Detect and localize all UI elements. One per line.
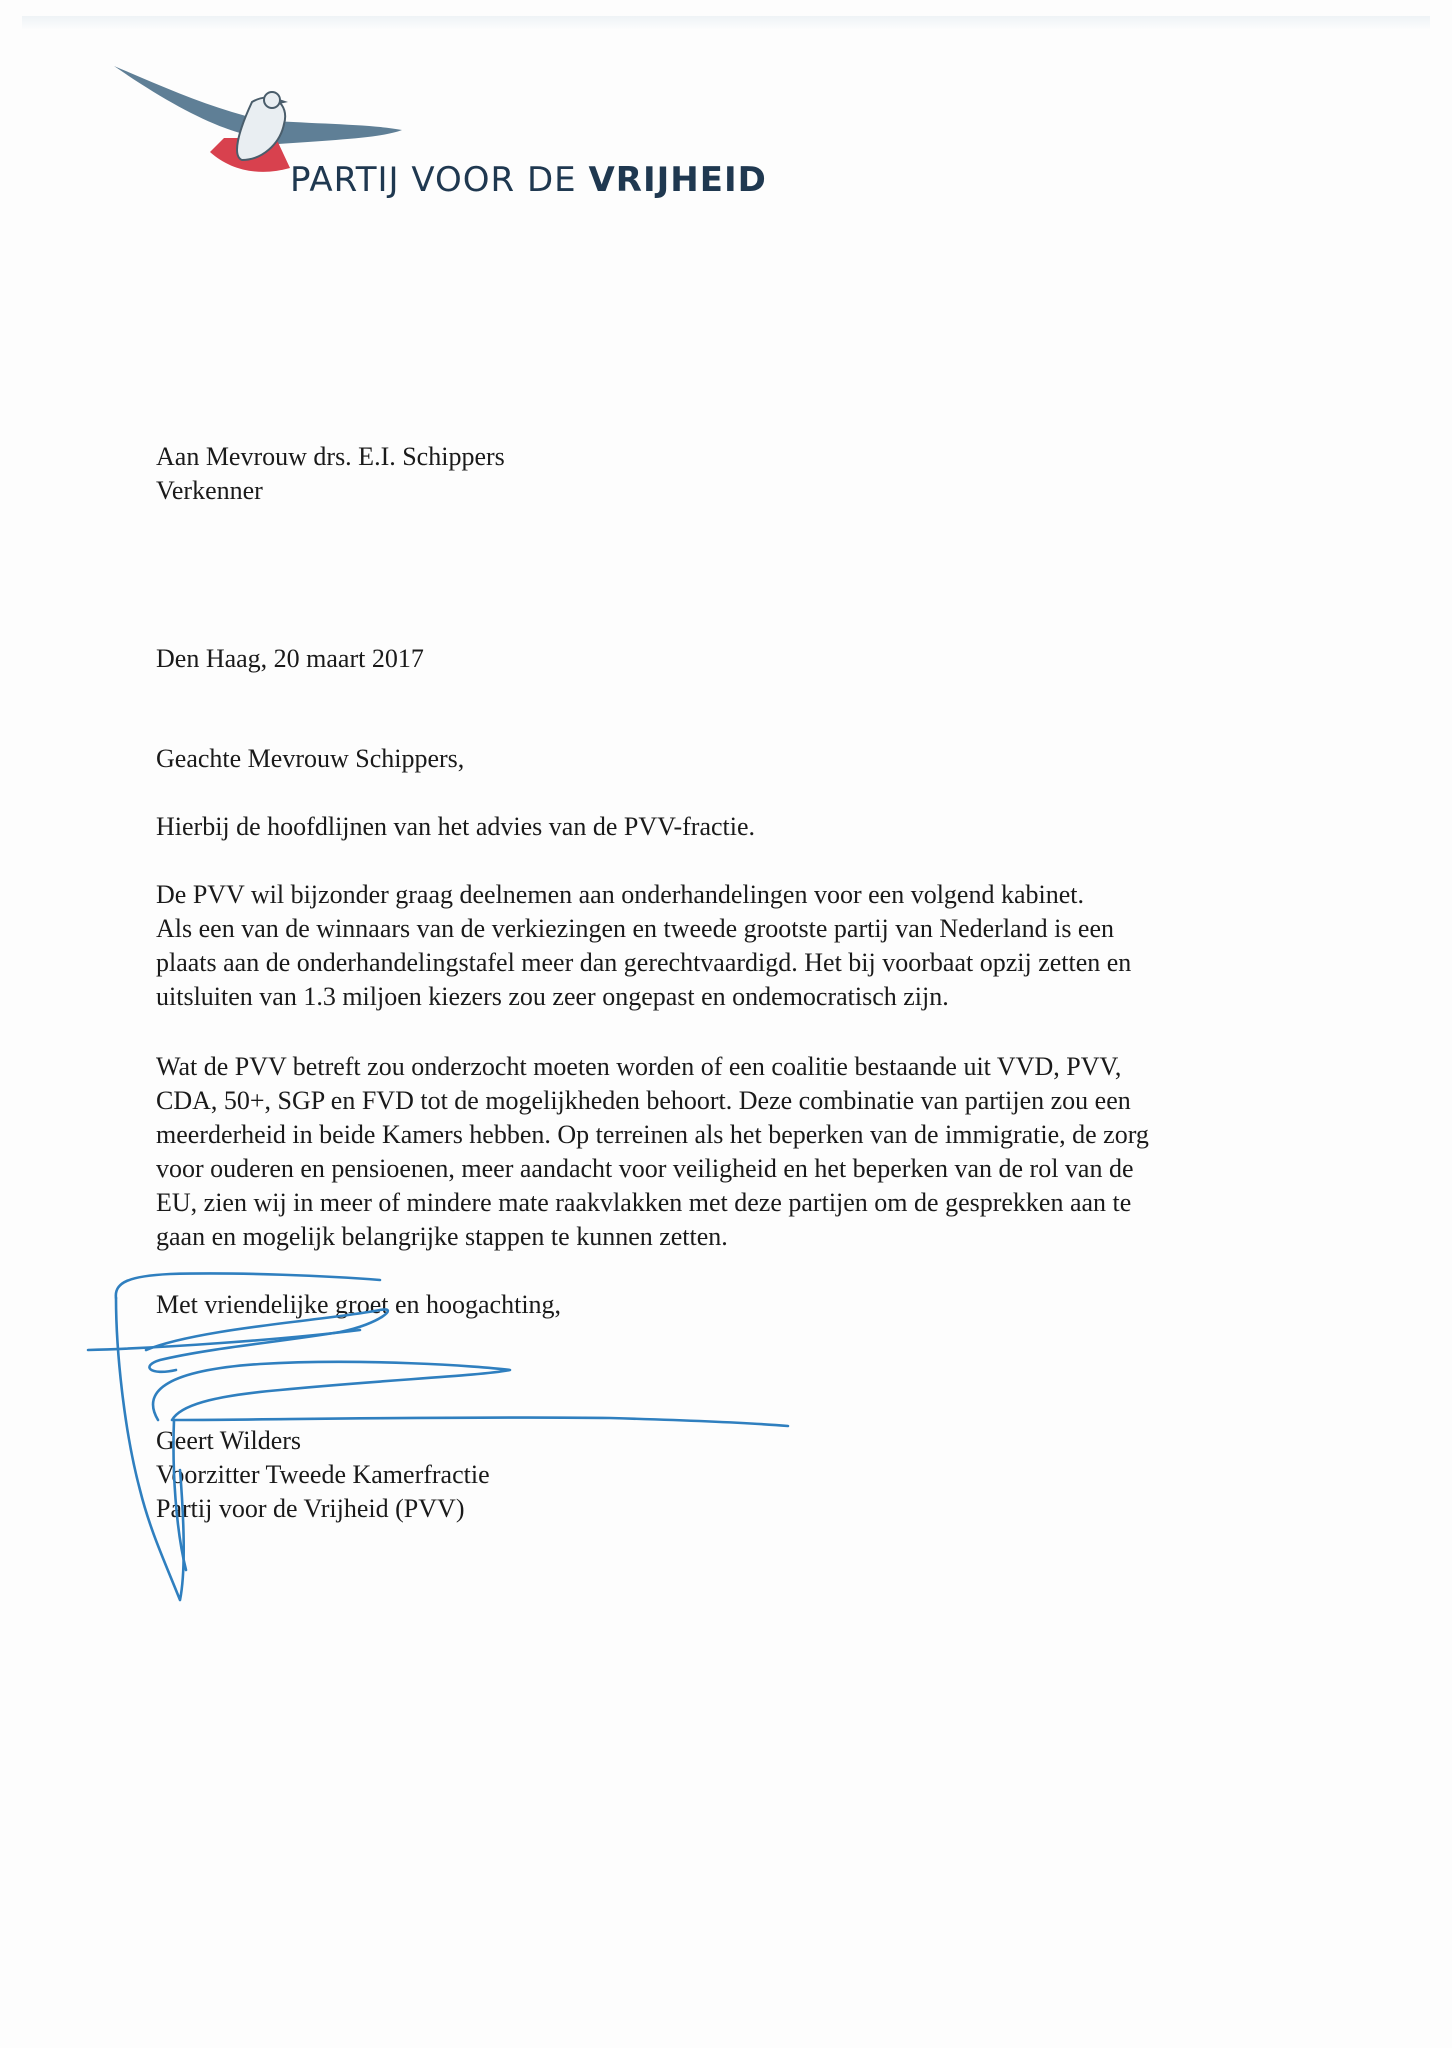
- letterhead: [112, 60, 812, 210]
- handwritten-signature: [80, 1270, 820, 1610]
- paragraph-line: CDA, 50+, SGP en FVD tot de mogelijkheden behoort. Deze combinatie van partijen zou een: [156, 1086, 1131, 1115]
- signer-name: Geert Wilders: [156, 1426, 302, 1455]
- signer-title: Voorzitter Tweede Kamerfractie: [156, 1460, 490, 1489]
- address-line: Aan Mevrouw drs. E.I. Schippers: [156, 442, 505, 471]
- paragraph-line: Als een van de winnaars van de verkiezingen en tweede grootste partij van Nederland is een: [156, 914, 1115, 943]
- recipient-address: [156, 440, 505, 508]
- party-name: [290, 160, 767, 200]
- paragraph-line: gaan en mogelijk belangrijke stappen te kunnen zetten.: [156, 1222, 728, 1251]
- address-line: Verkenner: [156, 476, 263, 505]
- signer-party: Partij voor de Vrijheid (PVV): [156, 1494, 465, 1523]
- paragraph-line: meerderheid in beide Kamers hebben. Op terreinen als het beperken van de immigratie, de zorg: [156, 1120, 1149, 1149]
- paragraph-line: Hierbij de hoofdlijnen van het advies van de PVV-fractie.: [156, 812, 756, 841]
- paragraph-line: De PVV wil bijzonder graag deelnemen aan onderhandelingen voor een volgend kabinet.: [156, 880, 1084, 909]
- paragraph-3: [156, 1050, 1149, 1254]
- scan-edge: [22, 16, 1430, 30]
- paragraph-line: EU, zien wij in meer of mindere mate raakvlakken met deze partijen om de gesprekken aan te: [156, 1188, 1132, 1217]
- party-name-bold: VRIJHEID: [588, 160, 767, 200]
- paragraph-line: uitsluiten van 1.3 miljoen kiezers zou zeer ongepast en ondemocratisch zijn.: [156, 982, 949, 1011]
- letter-date: Den Haag, 20 maart 2017: [156, 644, 424, 673]
- closing: Met vriendelijke groet en hoogachting,: [156, 1290, 562, 1319]
- paragraph-2: [156, 878, 1131, 1014]
- salutation: Geachte Mevrouw Schippers,: [156, 744, 465, 773]
- paragraph-line: plaats aan de onderhandelingstafel meer dan gerechtvaardigd. Het bij voorbaat opzij zetten en: [156, 948, 1132, 977]
- paragraph-line: Wat de PVV betreft zou onderzocht moeten worden of een coalitie bestaande uit VVD, PVV,: [156, 1052, 1122, 1081]
- party-name-light: PARTIJ VOOR DE: [290, 160, 589, 200]
- paragraph-1: [156, 810, 755, 844]
- paragraph-line: voor ouderen en pensioenen, meer aandacht voor veiligheid en het beperken van de rol van de: [156, 1154, 1134, 1183]
